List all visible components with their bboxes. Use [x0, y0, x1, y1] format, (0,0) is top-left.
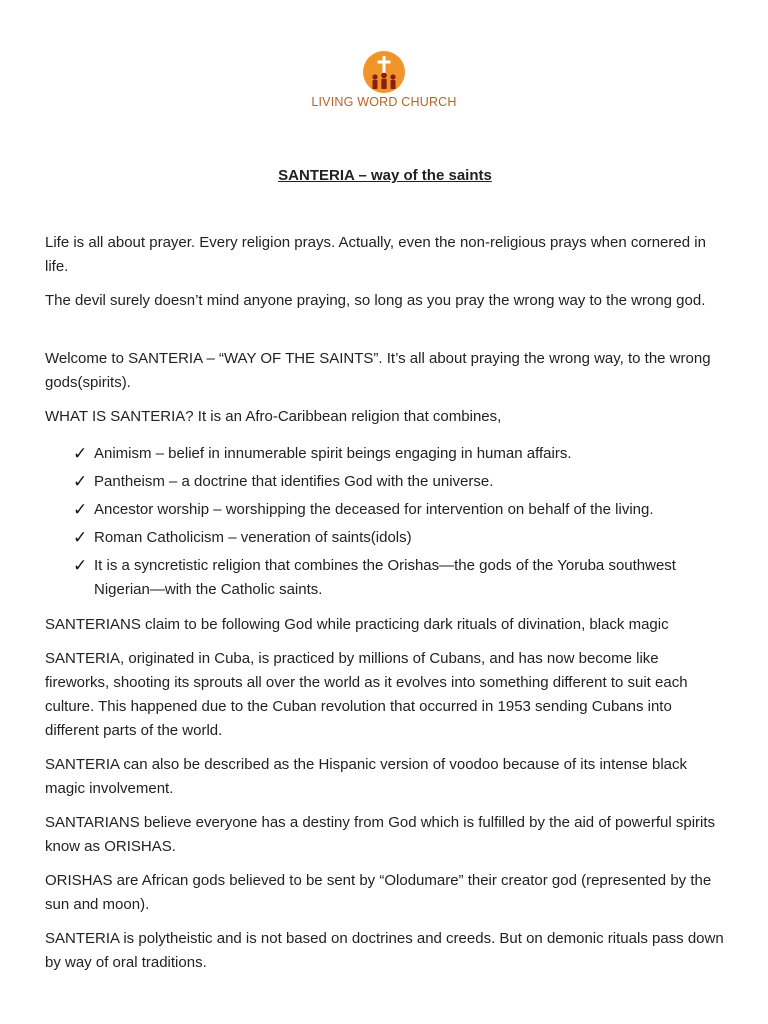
- paragraph: SANTERIA, originated in Cuba, is practiced by millions of Cubans, and has now become like fireworks, shooting its sprouts all over the world as it evolves into something different to suit each culture. This happened due to the Cuban revolution that occurred in 1953 sending Cubans into different parts of the world.: [45, 650, 688, 739]
- checklist: [73, 442, 733, 606]
- checklist-item: ✓ Animism – belief in innumerable spirit beings engaging in human affairs.: [73, 442, 733, 466]
- paragraph: SANTERIA is polytheistic and is not based on doctrines and creeds. But on demonic rituals pass down by way of oral traditions.: [45, 930, 724, 971]
- paragraph: ORISHAS are African gods believed to be sent by “Olodumare” their creator god (represented by the sun and moon).: [45, 872, 712, 913]
- checkmark-icon: ✓: [73, 472, 88, 491]
- paragraph: SANTERIANS claim to be following God while practicing dark rituals of divination, black magic: [45, 616, 669, 633]
- checklist-item: ✓ Ancestor worship – worshipping the deceased for intervention on behalf of the living.: [73, 498, 733, 522]
- paragraph: Life is all about prayer. Every religion prays. Actually, even the non-religious prays when cornered in life.: [45, 234, 706, 275]
- document-title: SANTERIA – way of the saints: [278, 167, 492, 184]
- logo-text: LIVING WORD CHURCH: [311, 95, 457, 109]
- paragraph: WHAT IS SANTERIA? It is an Afro-Caribbean religion that combines,: [45, 408, 502, 425]
- checkmark-icon: ✓: [73, 556, 88, 575]
- paragraph: SANTARIANS believe everyone has a destiny from God which is fulfilled by the aid of powerful spirits know as ORISHAS.: [45, 814, 716, 855]
- checklist-item: ✓ Roman Catholicism – veneration of saints(idols): [73, 526, 733, 550]
- church-logo: [0, 50, 768, 109]
- checkmark-icon: ✓: [73, 500, 88, 519]
- checklist-item: ✓ It is a syncretistic religion that combines the Orishas—the gods of the Yoruba southwest Nigerian—with the Catholic saints.: [73, 556, 676, 598]
- checklist-item: ✓ Pantheism – a doctrine that identifies God with the universe.: [73, 470, 733, 494]
- checkmark-icon: ✓: [73, 444, 88, 463]
- church-emblem-icon: [362, 50, 406, 94]
- paragraph: SANTERIA can also be described as the Hispanic version of voodoo because of its intense black magic involvement.: [45, 756, 688, 797]
- checkmark-icon: ✓: [73, 528, 88, 547]
- paragraph: The devil surely doesn’t mind anyone praying, so long as you pray the wrong way to the wrong god.: [45, 292, 706, 309]
- paragraph: Welcome to SANTERIA – “WAY OF THE SAINTS”. It’s all about praying the wrong way, to the wrong gods(spirits).: [45, 350, 711, 391]
